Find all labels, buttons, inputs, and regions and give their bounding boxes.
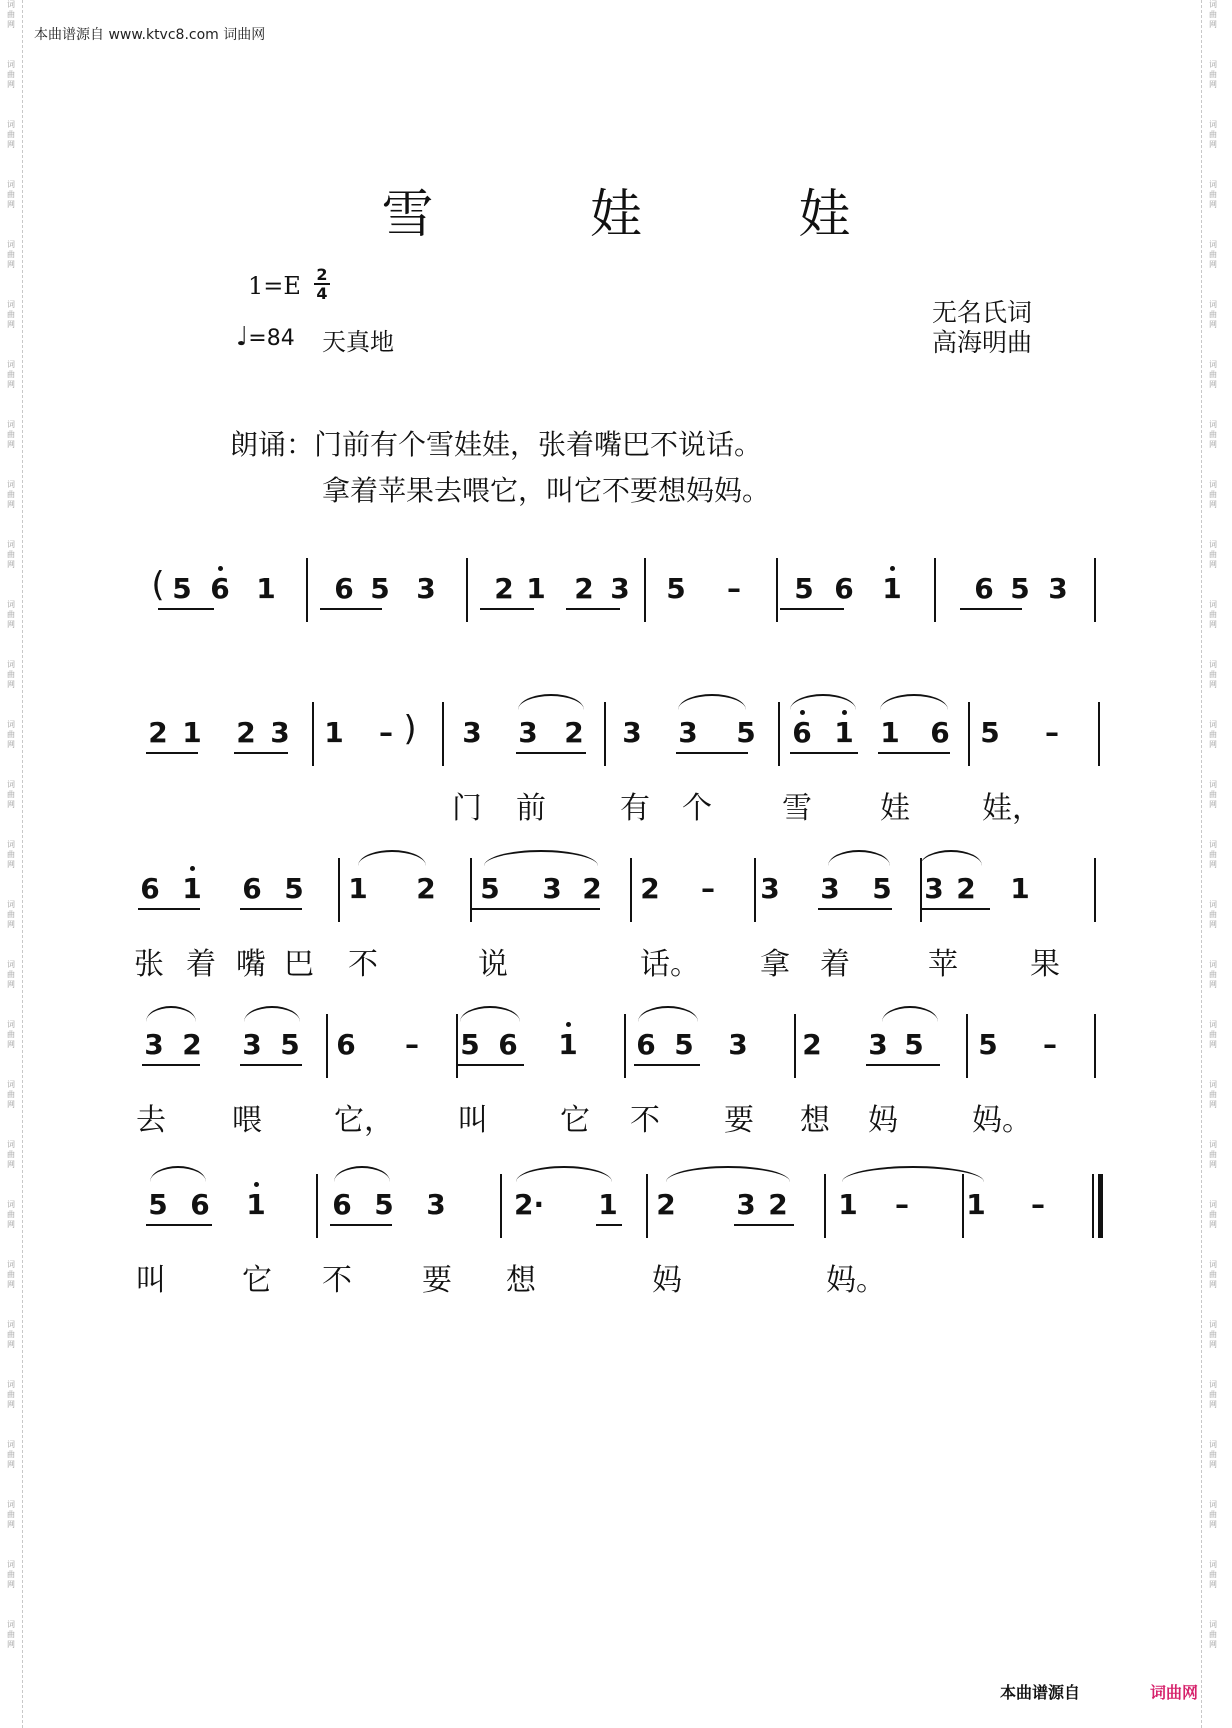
- beam-underline: [790, 752, 858, 754]
- watermark-tag: 词 曲 网: [7, 360, 15, 389]
- score-note: 1: [256, 572, 276, 605]
- score-note: 2·: [514, 1188, 545, 1221]
- score-note: 3: [144, 1028, 164, 1061]
- watermark-tag: 词 曲 网: [7, 120, 15, 149]
- score-note: 3: [622, 716, 642, 749]
- score-note: 5: [666, 572, 686, 605]
- slur-arc: [678, 694, 746, 710]
- watermark-tag: 词 曲 网: [1209, 120, 1217, 149]
- high-octave-dot: [800, 710, 805, 715]
- beam-underline: [920, 908, 990, 910]
- score-note: 3: [610, 572, 630, 605]
- lyric-syllable: 雪: [782, 791, 812, 826]
- score-note: 3: [416, 572, 436, 605]
- slur-arc: [516, 1166, 612, 1182]
- beam-underline: [138, 908, 200, 910]
- watermark-tag: 词 曲 网: [1209, 480, 1217, 509]
- bar-line: [500, 1174, 502, 1238]
- lyric-syllable: 说: [478, 947, 508, 982]
- lyric-syllable: 前: [516, 791, 546, 826]
- high-octave-dot: [566, 1022, 571, 1027]
- watermark-tag: 词 曲 网: [1209, 1440, 1217, 1469]
- lyric-syllable: 要: [422, 1263, 452, 1298]
- bar-line: [604, 702, 606, 766]
- lyric-syllable: 着: [820, 947, 850, 982]
- score-note: 2: [148, 716, 168, 749]
- score-note: 5: [370, 572, 390, 605]
- score-note: 3: [426, 1188, 446, 1221]
- slur-arc: [484, 850, 598, 866]
- bar-line: [630, 858, 632, 922]
- slur-arc: [790, 694, 856, 710]
- slur-arc: [880, 694, 948, 710]
- score-note: 6: [498, 1028, 518, 1061]
- watermark-tag: 词 曲 网: [7, 540, 15, 569]
- score-note: 1: [182, 716, 202, 749]
- lyric-syllable: 巴: [284, 947, 314, 982]
- score-note: –: [895, 1188, 909, 1221]
- score-note: 1: [558, 1028, 578, 1061]
- bar-line: [934, 558, 936, 622]
- lyric-syllable: 想: [506, 1263, 536, 1298]
- score-note: –: [379, 716, 393, 749]
- score-note: 5: [172, 572, 192, 605]
- score-note: 2: [494, 572, 514, 605]
- recitation-line-2: 拿着苹果去喂它，叫它不要想妈妈。: [322, 474, 771, 507]
- watermark-tag: 词 曲 网: [1209, 300, 1217, 329]
- lyric-syllable: 妈。: [826, 1263, 886, 1298]
- watermark-tag: 词 曲 网: [7, 240, 15, 269]
- bar-line: [1098, 702, 1100, 766]
- lyric-syllable: 嘴: [236, 947, 266, 982]
- score-note: 2: [236, 716, 256, 749]
- bar-line: [1094, 558, 1096, 622]
- beam-underline: [566, 608, 620, 610]
- beam-underline: [158, 608, 214, 610]
- score-note: 2: [574, 572, 594, 605]
- score-note: 1: [348, 872, 368, 905]
- watermark-tag: 词 曲 网: [7, 1260, 15, 1289]
- watermark-tag: 词 曲 网: [7, 1320, 15, 1349]
- bar-line: [968, 702, 970, 766]
- score-note: 5: [904, 1028, 924, 1061]
- watermark-tag: 词 曲 网: [1209, 1200, 1217, 1229]
- bar-line: [646, 1174, 648, 1238]
- score-note: –: [1045, 716, 1059, 749]
- score-note: 3: [820, 872, 840, 905]
- score-note: –: [1031, 1188, 1045, 1221]
- lyric-syllable: 门: [452, 791, 482, 826]
- expression-marking: 天真地: [322, 328, 394, 356]
- beam-underline: [240, 908, 302, 910]
- score-note: 1: [880, 716, 900, 749]
- lyric-syllable: 娃，: [982, 791, 1042, 826]
- watermark-tag: 词 曲 网: [7, 300, 15, 329]
- beam-underline: [146, 752, 198, 754]
- slur-arc: [334, 1166, 390, 1182]
- score-note: –: [701, 872, 715, 905]
- watermark-tag: 词 曲 网: [7, 840, 15, 869]
- time-signature-bottom: 4: [316, 284, 328, 303]
- slur-arc: [638, 1006, 698, 1022]
- recitation: [230, 422, 770, 514]
- watermark-tag: 词 曲 网: [1209, 1020, 1217, 1049]
- watermark-tag: 词 曲 网: [7, 900, 15, 929]
- score-note: 6: [636, 1028, 656, 1061]
- key-signature: 1=E: [248, 272, 301, 300]
- watermark-tag: 词 曲 网: [7, 660, 15, 689]
- high-octave-dot: [190, 866, 195, 871]
- lyric-syllable: 妈: [652, 1263, 682, 1298]
- score-note: 5: [284, 872, 304, 905]
- score-note: 3: [242, 1028, 262, 1061]
- watermark-tag: 词 曲 网: [1209, 420, 1217, 449]
- lyric-syllable: 不: [630, 1103, 660, 1138]
- score-note: 3: [868, 1028, 888, 1061]
- lyric-syllable: 果: [1030, 947, 1060, 982]
- watermark-tag: 词 曲 网: [1209, 1320, 1217, 1349]
- score-note: 1: [838, 1188, 858, 1221]
- slur-arc: [842, 1166, 984, 1182]
- lyric-syllable: 妈。: [972, 1103, 1032, 1138]
- watermark-tag: 词 曲 网: [1209, 600, 1217, 629]
- watermark-tag: 词 曲 网: [1209, 180, 1217, 209]
- lyric-syllable: 拿: [760, 947, 790, 982]
- score-note: –: [405, 1028, 419, 1061]
- score-note: 6: [974, 572, 994, 605]
- footer-source-label: 本曲谱源自: [1000, 1683, 1081, 1702]
- score-note: 3: [736, 1188, 756, 1221]
- score-note: 1: [598, 1188, 618, 1221]
- score-note: 1: [882, 572, 902, 605]
- lyric-syllable: 它: [560, 1103, 590, 1138]
- bar-line: [470, 858, 472, 922]
- high-octave-dot: [218, 566, 223, 571]
- left-watermark-strip: [0, 0, 23, 1728]
- lyric-syllable: 娃: [880, 791, 910, 826]
- watermark-tag: 词 曲 网: [7, 420, 15, 449]
- watermark-tag: 词 曲 网: [1209, 240, 1217, 269]
- beam-underline: [320, 608, 382, 610]
- score-note: 1: [1010, 872, 1030, 905]
- score-note: 3: [542, 872, 562, 905]
- score-note: 5: [978, 1028, 998, 1061]
- watermark-tag: 词 曲 网: [7, 1080, 15, 1109]
- lyric-syllable: 不: [348, 947, 378, 982]
- beam-underline: [818, 908, 892, 910]
- watermark-tag: 词 曲 网: [1209, 1620, 1217, 1649]
- bar-line: [1094, 1014, 1096, 1078]
- watermark-tag: 词 曲 网: [1209, 0, 1217, 29]
- watermark-tag: 词 曲 网: [1209, 1260, 1217, 1289]
- watermark-tag: 词 曲 网: [1209, 60, 1217, 89]
- lyric-syllable: 叫: [458, 1103, 488, 1138]
- lyric-syllable: 话。: [640, 947, 700, 982]
- slur-arc: [244, 1006, 300, 1022]
- bar-line: [316, 1174, 318, 1238]
- watermark-tag: 词 曲 网: [1209, 1140, 1217, 1169]
- watermark-tag: 词 曲 网: [7, 1020, 15, 1049]
- score-note: 6: [930, 716, 950, 749]
- score-note: 1: [246, 1188, 266, 1221]
- score-note: 5: [872, 872, 892, 905]
- watermark-tag: 词 曲 网: [7, 780, 15, 809]
- watermark-tag: 词 曲 网: [1209, 720, 1217, 749]
- bar-line: [754, 858, 756, 922]
- watermark-tag: 词 曲 网: [1209, 960, 1217, 989]
- bar-line: [1094, 858, 1096, 922]
- bar-line: [312, 702, 314, 766]
- score-note: (: [151, 565, 165, 605]
- watermark-tag: 词 曲 网: [1209, 900, 1217, 929]
- watermark-tag: 词 曲 网: [7, 1140, 15, 1169]
- watermark-tag: 词 曲 网: [7, 720, 15, 749]
- watermark-tag: 词 曲 网: [7, 600, 15, 629]
- score-note: 5: [374, 1188, 394, 1221]
- high-octave-dot: [842, 710, 847, 715]
- beam-underline: [634, 1064, 700, 1066]
- bar-line: [966, 1014, 968, 1078]
- recitation-line-1: 门前有个雪娃娃，张着嘴巴不说话。: [314, 428, 763, 461]
- watermark-tag: 词 曲 网: [1209, 840, 1217, 869]
- bar-line: [338, 858, 340, 922]
- score-note: 2: [564, 716, 584, 749]
- score-note: 3: [924, 872, 944, 905]
- high-octave-dot: [890, 566, 895, 571]
- bar-line: [920, 858, 922, 922]
- beam-underline: [330, 1224, 392, 1226]
- lyric-syllable: 妈: [868, 1103, 898, 1138]
- score-note: ): [403, 709, 417, 749]
- slur-arc: [358, 850, 426, 866]
- lyric-syllable: 要: [724, 1103, 754, 1138]
- bar-line: [306, 558, 308, 622]
- bar-line: [794, 1014, 796, 1078]
- bar-line: [1092, 1174, 1094, 1238]
- lyric-syllable: 喂: [232, 1103, 262, 1138]
- beam-underline: [866, 1064, 940, 1066]
- time-signature-top: 2: [316, 265, 328, 284]
- score-note: 3: [270, 716, 290, 749]
- beam-underline: [234, 752, 288, 754]
- watermark-tag: 词 曲 网: [7, 0, 15, 29]
- watermark-tag: 词 曲 网: [7, 960, 15, 989]
- lyric-syllable: 它: [242, 1263, 272, 1298]
- watermark-tag: 词 曲 网: [7, 1620, 15, 1649]
- score-note: 5: [794, 572, 814, 605]
- beam-underline: [146, 1224, 212, 1226]
- score-note: 6: [792, 716, 812, 749]
- score-note: 3: [728, 1028, 748, 1061]
- beam-underline: [734, 1224, 794, 1226]
- beam-underline: [676, 752, 748, 754]
- bar-line: [326, 1014, 328, 1078]
- watermark-tag: 词 曲 网: [1209, 780, 1217, 809]
- score-note: 5: [480, 872, 500, 905]
- recitation-label: 朗诵：: [230, 428, 315, 461]
- score-note: 6: [834, 572, 854, 605]
- score-note: 6: [334, 572, 354, 605]
- lyric-syllable: 去: [136, 1103, 166, 1138]
- lyric-syllable: 个: [682, 791, 712, 826]
- beam-underline: [480, 608, 534, 610]
- bar-line: [644, 558, 646, 622]
- lyric-syllable: 它，: [334, 1103, 394, 1138]
- slur-arc: [920, 850, 982, 866]
- score-note: 5: [460, 1028, 480, 1061]
- slur-arc: [460, 1006, 520, 1022]
- source-header: 本曲谱源自 www.ktvc8.com 词曲网: [34, 27, 266, 43]
- score-note: 3: [760, 872, 780, 905]
- score-note: –: [727, 572, 741, 605]
- score-note: 6: [336, 1028, 356, 1061]
- score-note: 2: [582, 872, 602, 905]
- score-note: 2: [768, 1188, 788, 1221]
- footer-site-label: 词曲网: [1150, 1683, 1199, 1702]
- score-note: 2: [640, 872, 660, 905]
- bar-line: [624, 1014, 626, 1078]
- watermark-tag: 词 曲 网: [7, 180, 15, 209]
- lyric-syllable: 有: [620, 791, 650, 826]
- watermark-tag: 词 曲 网: [7, 1200, 15, 1229]
- watermark-tag: 词 曲 网: [1209, 360, 1217, 389]
- watermark-tag: 词 曲 网: [1209, 1560, 1217, 1589]
- watermark-tag: 词 曲 网: [7, 1500, 15, 1529]
- bar-line: [442, 702, 444, 766]
- quarter-note-icon: ♩: [236, 322, 249, 352]
- score-note: 1: [182, 872, 202, 905]
- beam-underline: [596, 1224, 622, 1226]
- beam-underline: [516, 752, 586, 754]
- beam-underline: [780, 608, 844, 610]
- high-octave-dot: [254, 1182, 259, 1187]
- score-note: 5: [1010, 572, 1030, 605]
- watermark-tag: 词 曲 网: [1209, 1380, 1217, 1409]
- score-note: 3: [678, 716, 698, 749]
- score-note: 5: [736, 716, 756, 749]
- lyric-syllable: 苹: [928, 947, 958, 982]
- score-note: 2: [656, 1188, 676, 1221]
- beam-underline: [470, 908, 600, 910]
- lyric-syllable: 张: [134, 947, 164, 982]
- score-note: 3: [518, 716, 538, 749]
- slur-arc: [518, 694, 584, 710]
- time-signature: [314, 266, 330, 302]
- score-note: 3: [462, 716, 482, 749]
- lyric-syllable: 想: [800, 1103, 830, 1138]
- watermark-tag: 词 曲 网: [7, 1380, 15, 1409]
- slur-arc: [882, 1006, 938, 1022]
- final-bar-line: [1098, 1174, 1103, 1238]
- lyricist-credit: 无名氏词: [932, 298, 1033, 327]
- slur-arc: [828, 850, 890, 866]
- score-note: 2: [956, 872, 976, 905]
- beam-underline: [456, 1064, 524, 1066]
- score-note: 6: [332, 1188, 352, 1221]
- score-note: 5: [674, 1028, 694, 1061]
- bar-line: [466, 558, 468, 622]
- slur-arc: [146, 1006, 196, 1022]
- lyric-syllable: 不: [322, 1263, 352, 1298]
- bar-line: [962, 1174, 964, 1238]
- score-note: 6: [190, 1188, 210, 1221]
- beam-underline: [240, 1064, 302, 1066]
- credits: [932, 298, 1032, 358]
- tempo-value: =84: [248, 326, 295, 351]
- score-note: 1: [324, 716, 344, 749]
- score-note: –: [1043, 1028, 1057, 1061]
- watermark-tag: 词 曲 网: [1209, 540, 1217, 569]
- watermark-tag: 词 曲 网: [1209, 1500, 1217, 1529]
- slur-arc: [666, 1166, 790, 1182]
- bar-line: [456, 1014, 458, 1078]
- score-note: 5: [980, 716, 1000, 749]
- lyric-syllable: 着: [186, 947, 216, 982]
- score-note: 2: [416, 872, 436, 905]
- score-note: 1: [966, 1188, 986, 1221]
- score-note: 2: [802, 1028, 822, 1061]
- score-note: 5: [280, 1028, 300, 1061]
- watermark-tag: 词 曲 网: [1209, 660, 1217, 689]
- score-note: 3: [1048, 572, 1068, 605]
- watermark-tag: 词 曲 网: [7, 1560, 15, 1589]
- composer-credit: 高海明曲: [932, 328, 1033, 357]
- tempo-marking: [236, 322, 295, 352]
- page-title: 雪 娃 娃: [381, 185, 921, 245]
- score-note: 6: [140, 872, 160, 905]
- beam-underline: [960, 608, 1022, 610]
- watermark-tag: 词 曲 网: [7, 480, 15, 509]
- score-note: 2: [182, 1028, 202, 1061]
- watermark-tag: 词 曲 网: [7, 60, 15, 89]
- beam-underline: [878, 752, 950, 754]
- bar-line: [824, 1174, 826, 1238]
- watermark-tag: 词 曲 网: [1209, 1080, 1217, 1109]
- watermark-tag: 词 曲 网: [7, 1440, 15, 1469]
- bar-line: [776, 558, 778, 622]
- score-note: 1: [526, 572, 546, 605]
- score-note: 6: [210, 572, 230, 605]
- lyric-syllable: 叫: [136, 1263, 166, 1298]
- bar-line: [778, 702, 780, 766]
- score-note: 6: [242, 872, 262, 905]
- right-watermark-strip: [1201, 0, 1224, 1728]
- score-note: 1: [834, 716, 854, 749]
- score-note: 5: [148, 1188, 168, 1221]
- beam-underline: [142, 1064, 200, 1066]
- slur-arc: [150, 1166, 206, 1182]
